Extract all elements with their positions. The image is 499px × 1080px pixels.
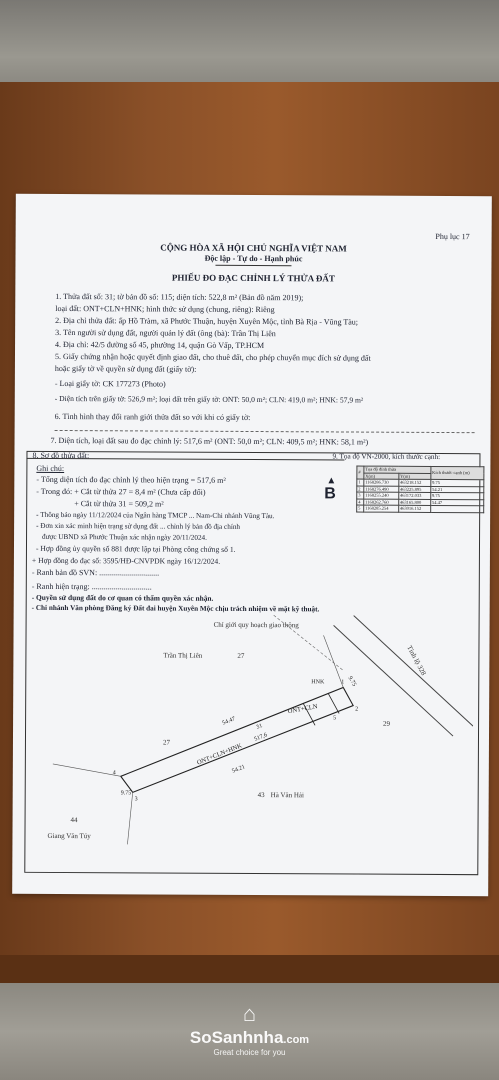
table-row: 4 1168262.760 463165.800 54.47 [357, 499, 484, 506]
note-line: - Thông báo ngày 11/12/2024 của Ngân hàng TMCP ... Nam-Chi nhánh Vũng Tàu. [36, 510, 275, 521]
item-line: 3. Tên người sử dụng đất, người quản lý đất (ông (bà): Trần Thị Liên [55, 327, 276, 339]
appendix-label: Phụ lục 17 [435, 231, 470, 242]
parcel-sketch [32, 614, 473, 866]
coordinate-table [356, 466, 484, 513]
col-stt: # [357, 466, 364, 479]
note-line: - Ranh hiện trạng: .............................. [31, 581, 152, 592]
neighbor-top-parcel: 27 [237, 651, 245, 660]
watermark [0, 1000, 499, 1057]
zone-ont-label: ONT+CLN [287, 703, 319, 716]
north-arrow-label: B [324, 485, 336, 503]
neighbor-bl-name: Giang Văn Túy [47, 831, 91, 841]
note-line: được UBND xã Phước Thuận xác nhận ngày 20/11/2024. [42, 532, 207, 542]
section-9-title: 9. Tọa độ VN-2000, kích thước cạnh: [332, 452, 441, 461]
table-edge [0, 955, 499, 983]
item-line: - Loại giấy tờ: CK 177273 (Photo) [54, 378, 166, 389]
vertex-5: 5 [333, 715, 337, 722]
col-y: Y(m) [399, 473, 431, 480]
neighbor-boundary [127, 792, 132, 844]
road-label: Chỉ giới quy hoạch giao thông [213, 620, 299, 630]
right-parcel: 29 [383, 719, 391, 728]
item-line: 5. Giấy chứng nhận hoặc quyết định giao đất, cho thuê đất, cho phép chuyển mục đích sử dụng đất [54, 351, 371, 363]
neighbor-left-parcel: 27 [162, 738, 170, 747]
parcel-polygon [121, 686, 354, 793]
north-arrow-icon: ▲ [326, 475, 337, 487]
table-row: 1 1168286.730 463218.152 9.75 [357, 479, 484, 486]
item-line: hoặc giấy tờ về quyền sử dụng đất (giấy tờ): [54, 363, 197, 374]
note-line: + Hợp đồng đo đạc số: 3595/HĐ-CNVPDK ngày 16/12/2024. [31, 555, 221, 566]
item-line: 4. Địa chỉ: 42/5 đường số 45, phường 14, quận Gò Vấp, TP.HCM [55, 339, 265, 351]
col-edge: Kích thước cạnh (m) [431, 466, 484, 479]
neighbor-bottom-name: Hà Văn Hải [270, 791, 305, 800]
neighbor-top-name: Trần Thị Liên [163, 651, 203, 660]
note-line: + Cắt từ thửa 31 = 509,2 m² [74, 499, 164, 509]
note-line: - Trong đó: + Cắt từ thửa 27 = 8,4 m² (Chưa cấp đổi) [36, 486, 206, 497]
parcel-area: 517,6 [253, 732, 269, 743]
notes-label: Ghi chú: [36, 463, 65, 474]
neighbor-boundary [53, 764, 121, 776]
item-line: 2. Địa chỉ thửa đất: ấp Hồ Tràm, xã Phước Thuận, huyện Xuyên Mộc, tỉnh Bà Rịa - Vũng Tàu; [55, 315, 359, 327]
document-title: PHIẾU ĐO ĐẠC CHỈNH LÝ THỬA ĐẤT [171, 272, 335, 284]
parcel-number: 31 [255, 723, 264, 731]
note-line: - Chi nhánh Văn phòng Đăng ký Đất đai huyện Xuyên Mộc chịu trách nhiệm về mặt kỹ thuật. [31, 603, 320, 614]
parcel-label: ONT+CLN+HNK [196, 742, 243, 767]
floor-background [0, 0, 499, 95]
note-line: - Quyền sử dụng đất do cơ quan có thẩm quyền xác nhận. [31, 592, 214, 603]
vertex-3: 3 [134, 796, 138, 803]
zone-divider-line [328, 693, 339, 713]
edge-left-length: 9.75 [120, 790, 132, 797]
vertex-4: 4 [112, 770, 116, 777]
item-line: 6. Tình hình thay đổi ranh giới thửa đất so với khi có giấy tờ: [54, 411, 251, 422]
edge-top-length: 54.47 [221, 716, 237, 727]
neighbor-bl-parcel: 44 [70, 816, 78, 825]
note-line: - Hợp đồng ủy quyền số 881 được lập tại Phòng công chứng số 1. [35, 543, 236, 554]
item-line: loại đất: ONT+CLN+HNK; hình thức sử dụng (chung, riêng): Riêng [55, 303, 275, 315]
zone-hnk-label: HNK [311, 679, 325, 686]
road-edge-line [353, 616, 474, 727]
table-row: 2 1168276.490 463225.895 54.21 [357, 486, 484, 493]
motto: Độc lập - Tự do - Hạnh phúc [204, 253, 303, 264]
col-x: X(m) [364, 473, 399, 480]
motto-underline [215, 265, 291, 266]
item-line: 1. Thửa đất số: 31; tờ bản đồ số: 115; diện tích: 522,8 m² (Bản đồ năm 2019); [55, 291, 304, 303]
table-row: 3 1168255.240 463172.033 9.75 [357, 492, 484, 499]
note-line: - Ranh bản đồ SVN: .............................. [31, 567, 160, 578]
table-row: 5 1168285.254 463016.152 [357, 505, 484, 512]
note-line: - Tổng diện tích đo đạc chỉnh lý theo hiện trạng = 517,6 m² [36, 474, 226, 485]
house-icon: ⌂ [242, 1001, 257, 1026]
vertex-2: 2 [355, 706, 359, 713]
neighbor-bottom-parcel: 43 [257, 791, 265, 800]
watermark-brand: SoSanhnha.com [189, 1028, 310, 1047]
col-coords: Tọa độ đỉnh thửa [364, 466, 431, 473]
item-line: 7. Diện tích, loại đất sau đo đạc chỉnh lý: 517,6 m² (ONT: 50,0 m²; CLN: 409,5 m²; HNK: 58,1 m²) [50, 435, 369, 447]
vertex-1: 1 [341, 679, 345, 686]
note-line: - Đơn xin xác minh hiện trạng sử dụng đất ... chỉnh lý bản đồ địa chính [36, 521, 241, 531]
section-8-title: 8. Sơ đồ thửa đất: [32, 450, 90, 461]
edge-bottom-length: 54.21 [231, 764, 247, 775]
dotted-line [55, 430, 475, 433]
edge-right-length: 9.75 [346, 675, 357, 688]
land-survey-document [12, 194, 492, 896]
nation-heading: CỘNG HÒA XÃ HỘI CHỦ NGHĨA VIỆT NAM [160, 242, 347, 254]
road-name: Tỉnh lộ 328 [405, 644, 428, 677]
watermark-tagline: Great choice for you [213, 1048, 286, 1057]
item-line: - Diện tích trên giấy tờ: 526,9 m²; loại đất trên giấy tờ: ONT: 50,0 m²; CLN: 419,0 m²; HNK: 57,9 m² [54, 393, 364, 405]
